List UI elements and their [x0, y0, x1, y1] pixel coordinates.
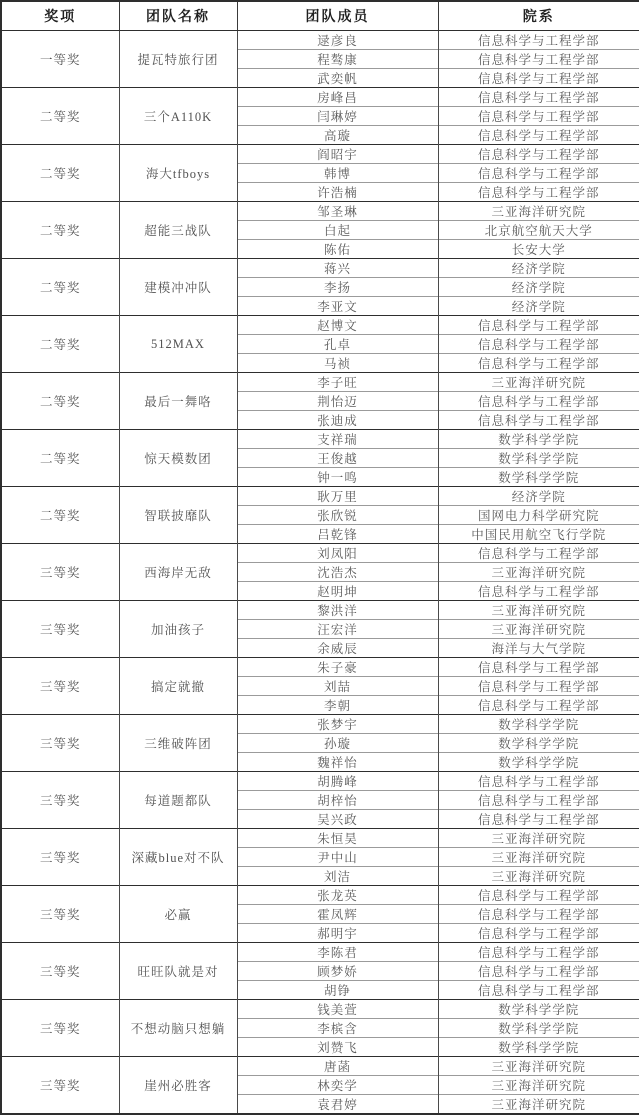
team-name-cell: 512MAX [119, 316, 237, 373]
team-name-cell: 建模冲冲队 [119, 259, 237, 316]
department-cell: 信息科学与工程学部 [438, 772, 639, 791]
member-name-cell: 李扬 [237, 278, 438, 297]
member-row [1, 886, 639, 905]
member-name-cell: 刘喆 [237, 677, 438, 696]
department-cell: 经济学院 [438, 278, 639, 297]
member-name-cell: 黎洪洋 [237, 601, 438, 620]
department-cell: 信息科学与工程学部 [438, 411, 639, 430]
department-cell: 信息科学与工程学部 [438, 164, 639, 183]
team-name-cell: 海大tfboys [119, 145, 237, 202]
member-name-cell: 支祥瑞 [237, 430, 438, 449]
department-cell: 信息科学与工程学部 [438, 696, 639, 715]
department-cell: 信息科学与工程学部 [438, 924, 639, 943]
award-cell: 二等奖 [1, 259, 119, 316]
member-name-cell: 阎昭宇 [237, 145, 438, 164]
award-cell: 三等奖 [1, 886, 119, 943]
department-cell: 数学科学学院 [438, 715, 639, 734]
member-name-cell: 刘洁 [237, 867, 438, 886]
member-name-cell: 闫琳婷 [237, 107, 438, 126]
department-cell: 三亚海洋研究院 [438, 829, 639, 848]
member-row [1, 715, 639, 734]
department-cell: 信息科学与工程学部 [438, 88, 639, 107]
department-cell: 经济学院 [438, 487, 639, 506]
member-name-cell: 李朝 [237, 696, 438, 715]
team-name-cell: 深藏blue对不队 [119, 829, 237, 886]
member-name-cell: 李子旺 [237, 373, 438, 392]
team-name-cell: 必赢 [119, 886, 237, 943]
department-cell: 数学科学学院 [438, 449, 639, 468]
department-cell: 三亚海洋研究院 [438, 1076, 639, 1095]
award-cell: 二等奖 [1, 202, 119, 259]
department-cell: 国网电力科学研究院 [438, 506, 639, 525]
team-name-cell: 提瓦特旅行团 [119, 31, 237, 88]
member-name-cell: 白起 [237, 221, 438, 240]
award-cell: 二等奖 [1, 487, 119, 544]
member-name-cell: 邹圣琳 [237, 202, 438, 221]
member-name-cell: 袁君婷 [237, 1095, 438, 1115]
award-cell: 三等奖 [1, 1000, 119, 1057]
department-cell: 数学科学学院 [438, 1000, 639, 1019]
member-row [1, 259, 639, 278]
department-cell: 三亚海洋研究院 [438, 1095, 639, 1115]
member-name-cell: 蒋兴 [237, 259, 438, 278]
member-row [1, 430, 639, 449]
member-name-cell: 逯彦良 [237, 31, 438, 50]
member-name-cell: 刘凤阳 [237, 544, 438, 563]
award-cell: 三等奖 [1, 772, 119, 829]
award-cell: 二等奖 [1, 145, 119, 202]
department-cell: 信息科学与工程学部 [438, 126, 639, 145]
department-cell: 信息科学与工程学部 [438, 886, 639, 905]
member-name-cell: 荆怡迈 [237, 392, 438, 411]
member-row [1, 373, 639, 392]
team-name-cell: 不想动脑只想躺 [119, 1000, 237, 1057]
department-cell: 数学科学学院 [438, 1019, 639, 1038]
department-cell: 信息科学与工程学部 [438, 50, 639, 69]
member-row [1, 772, 639, 791]
member-name-cell: 王俊越 [237, 449, 438, 468]
member-name-cell: 钟一鸣 [237, 468, 438, 487]
member-row [1, 943, 639, 962]
member-name-cell: 张迪成 [237, 411, 438, 430]
member-name-cell: 钱美萱 [237, 1000, 438, 1019]
member-row [1, 316, 639, 335]
department-cell: 数学科学学院 [438, 1038, 639, 1057]
award-cell: 三等奖 [1, 601, 119, 658]
department-cell: 经济学院 [438, 297, 639, 316]
award-cell: 三等奖 [1, 1057, 119, 1115]
team-name-cell: 超能三战队 [119, 202, 237, 259]
department-cell: 信息科学与工程学部 [438, 544, 639, 563]
department-cell: 信息科学与工程学部 [438, 354, 639, 373]
department-cell: 信息科学与工程学部 [438, 335, 639, 354]
team-name-cell: 三维破阵团 [119, 715, 237, 772]
column-header-award: 奖项 [1, 1, 119, 31]
award-cell: 二等奖 [1, 316, 119, 373]
department-cell: 信息科学与工程学部 [438, 183, 639, 202]
member-name-cell: 吕乾锋 [237, 525, 438, 544]
member-name-cell: 许浩楠 [237, 183, 438, 202]
member-name-cell: 郝明宇 [237, 924, 438, 943]
member-name-cell: 沈浩杰 [237, 563, 438, 582]
award-cell: 二等奖 [1, 430, 119, 487]
member-row [1, 829, 639, 848]
department-cell: 海洋与大气学院 [438, 639, 639, 658]
team-name-cell: 智联披靡队 [119, 487, 237, 544]
member-name-cell: 孔卓 [237, 335, 438, 354]
team-name-cell: 最后一舞咯 [119, 373, 237, 430]
member-row [1, 145, 639, 164]
department-cell: 信息科学与工程学部 [438, 107, 639, 126]
member-name-cell: 张欣锐 [237, 506, 438, 525]
member-name-cell: 胡腾峰 [237, 772, 438, 791]
award-cell: 三等奖 [1, 658, 119, 715]
member-name-cell: 汪宏洋 [237, 620, 438, 639]
department-cell: 信息科学与工程学部 [438, 316, 639, 335]
department-cell: 三亚海洋研究院 [438, 601, 639, 620]
department-cell: 信息科学与工程学部 [438, 677, 639, 696]
member-name-cell: 武奕帆 [237, 69, 438, 88]
department-cell: 数学科学学院 [438, 734, 639, 753]
member-row [1, 1057, 639, 1076]
team-name-cell: 加油孩子 [119, 601, 237, 658]
member-name-cell: 刘赞飞 [237, 1038, 438, 1057]
department-cell: 经济学院 [438, 259, 639, 278]
member-name-cell: 尹中山 [237, 848, 438, 867]
award-cell: 一等奖 [1, 31, 119, 88]
team-name-cell: 搞定就撤 [119, 658, 237, 715]
award-cell: 二等奖 [1, 88, 119, 145]
member-name-cell: 李槟含 [237, 1019, 438, 1038]
member-row [1, 88, 639, 107]
member-name-cell: 耿万里 [237, 487, 438, 506]
member-name-cell: 马祯 [237, 354, 438, 373]
department-cell: 信息科学与工程学部 [438, 145, 639, 164]
department-cell: 三亚海洋研究院 [438, 620, 639, 639]
department-cell: 信息科学与工程学部 [438, 658, 639, 677]
member-name-cell: 余威辰 [237, 639, 438, 658]
department-cell: 三亚海洋研究院 [438, 373, 639, 392]
department-cell: 三亚海洋研究院 [438, 563, 639, 582]
member-name-cell: 赵博文 [237, 316, 438, 335]
member-name-cell: 朱子豪 [237, 658, 438, 677]
department-cell: 三亚海洋研究院 [438, 202, 639, 221]
member-name-cell: 高璇 [237, 126, 438, 145]
member-row [1, 1000, 639, 1019]
member-name-cell: 顾梦娇 [237, 962, 438, 981]
member-row [1, 31, 639, 50]
award-cell: 三等奖 [1, 544, 119, 601]
column-header-members: 团队成员 [237, 1, 438, 31]
member-name-cell: 林奕学 [237, 1076, 438, 1095]
table-body [1, 31, 639, 1115]
member-name-cell: 唐菡 [237, 1057, 438, 1076]
department-cell: 信息科学与工程学部 [438, 962, 639, 981]
member-name-cell: 赵明坤 [237, 582, 438, 601]
member-name-cell: 胡梓怡 [237, 791, 438, 810]
member-row [1, 658, 639, 677]
member-name-cell: 张梦宇 [237, 715, 438, 734]
department-cell: 信息科学与工程学部 [438, 31, 639, 50]
member-name-cell: 李陈君 [237, 943, 438, 962]
award-cell: 三等奖 [1, 829, 119, 886]
member-name-cell: 程骜康 [237, 50, 438, 69]
department-cell: 三亚海洋研究院 [438, 848, 639, 867]
member-name-cell: 李亚文 [237, 297, 438, 316]
department-cell: 信息科学与工程学部 [438, 905, 639, 924]
team-name-cell: 每道题都队 [119, 772, 237, 829]
member-name-cell: 房峰昌 [237, 88, 438, 107]
team-name-cell: 惊天模数团 [119, 430, 237, 487]
member-name-cell: 韩博 [237, 164, 438, 183]
member-row [1, 601, 639, 620]
department-cell: 信息科学与工程学部 [438, 791, 639, 810]
department-cell: 数学科学学院 [438, 430, 639, 449]
team-name-cell: 三个A110K [119, 88, 237, 145]
member-row [1, 202, 639, 221]
department-cell: 长安大学 [438, 240, 639, 259]
department-cell: 信息科学与工程学部 [438, 810, 639, 829]
award-cell: 三等奖 [1, 715, 119, 772]
department-cell: 信息科学与工程学部 [438, 943, 639, 962]
member-name-cell: 霍凤辉 [237, 905, 438, 924]
department-cell: 三亚海洋研究院 [438, 1057, 639, 1076]
column-header-team-name: 团队名称 [119, 1, 237, 31]
member-name-cell: 张龙英 [237, 886, 438, 905]
member-name-cell: 胡铮 [237, 981, 438, 1000]
department-cell: 信息科学与工程学部 [438, 69, 639, 88]
member-name-cell: 陈佑 [237, 240, 438, 259]
member-name-cell: 朱恒昊 [237, 829, 438, 848]
department-cell: 信息科学与工程学部 [438, 392, 639, 411]
department-cell: 信息科学与工程学部 [438, 582, 639, 601]
department-cell: 数学科学学院 [438, 753, 639, 772]
member-name-cell: 吴兴政 [237, 810, 438, 829]
department-cell: 三亚海洋研究院 [438, 867, 639, 886]
department-cell: 数学科学学院 [438, 468, 639, 487]
team-name-cell: 崖州必胜客 [119, 1057, 237, 1115]
member-name-cell: 魏祥怡 [237, 753, 438, 772]
department-cell: 信息科学与工程学部 [438, 981, 639, 1000]
department-cell: 北京航空航天大学 [438, 221, 639, 240]
team-name-cell: 西海岸无敌 [119, 544, 237, 601]
column-header-department: 院系 [438, 1, 639, 31]
team-name-cell: 旺旺队就是对 [119, 943, 237, 1000]
member-name-cell: 孙璇 [237, 734, 438, 753]
header-row [1, 1, 639, 31]
member-row [1, 544, 639, 563]
department-cell: 中国民用航空飞行学院 [438, 525, 639, 544]
award-cell: 二等奖 [1, 373, 119, 430]
member-row [1, 487, 639, 506]
award-cell: 三等奖 [1, 943, 119, 1000]
